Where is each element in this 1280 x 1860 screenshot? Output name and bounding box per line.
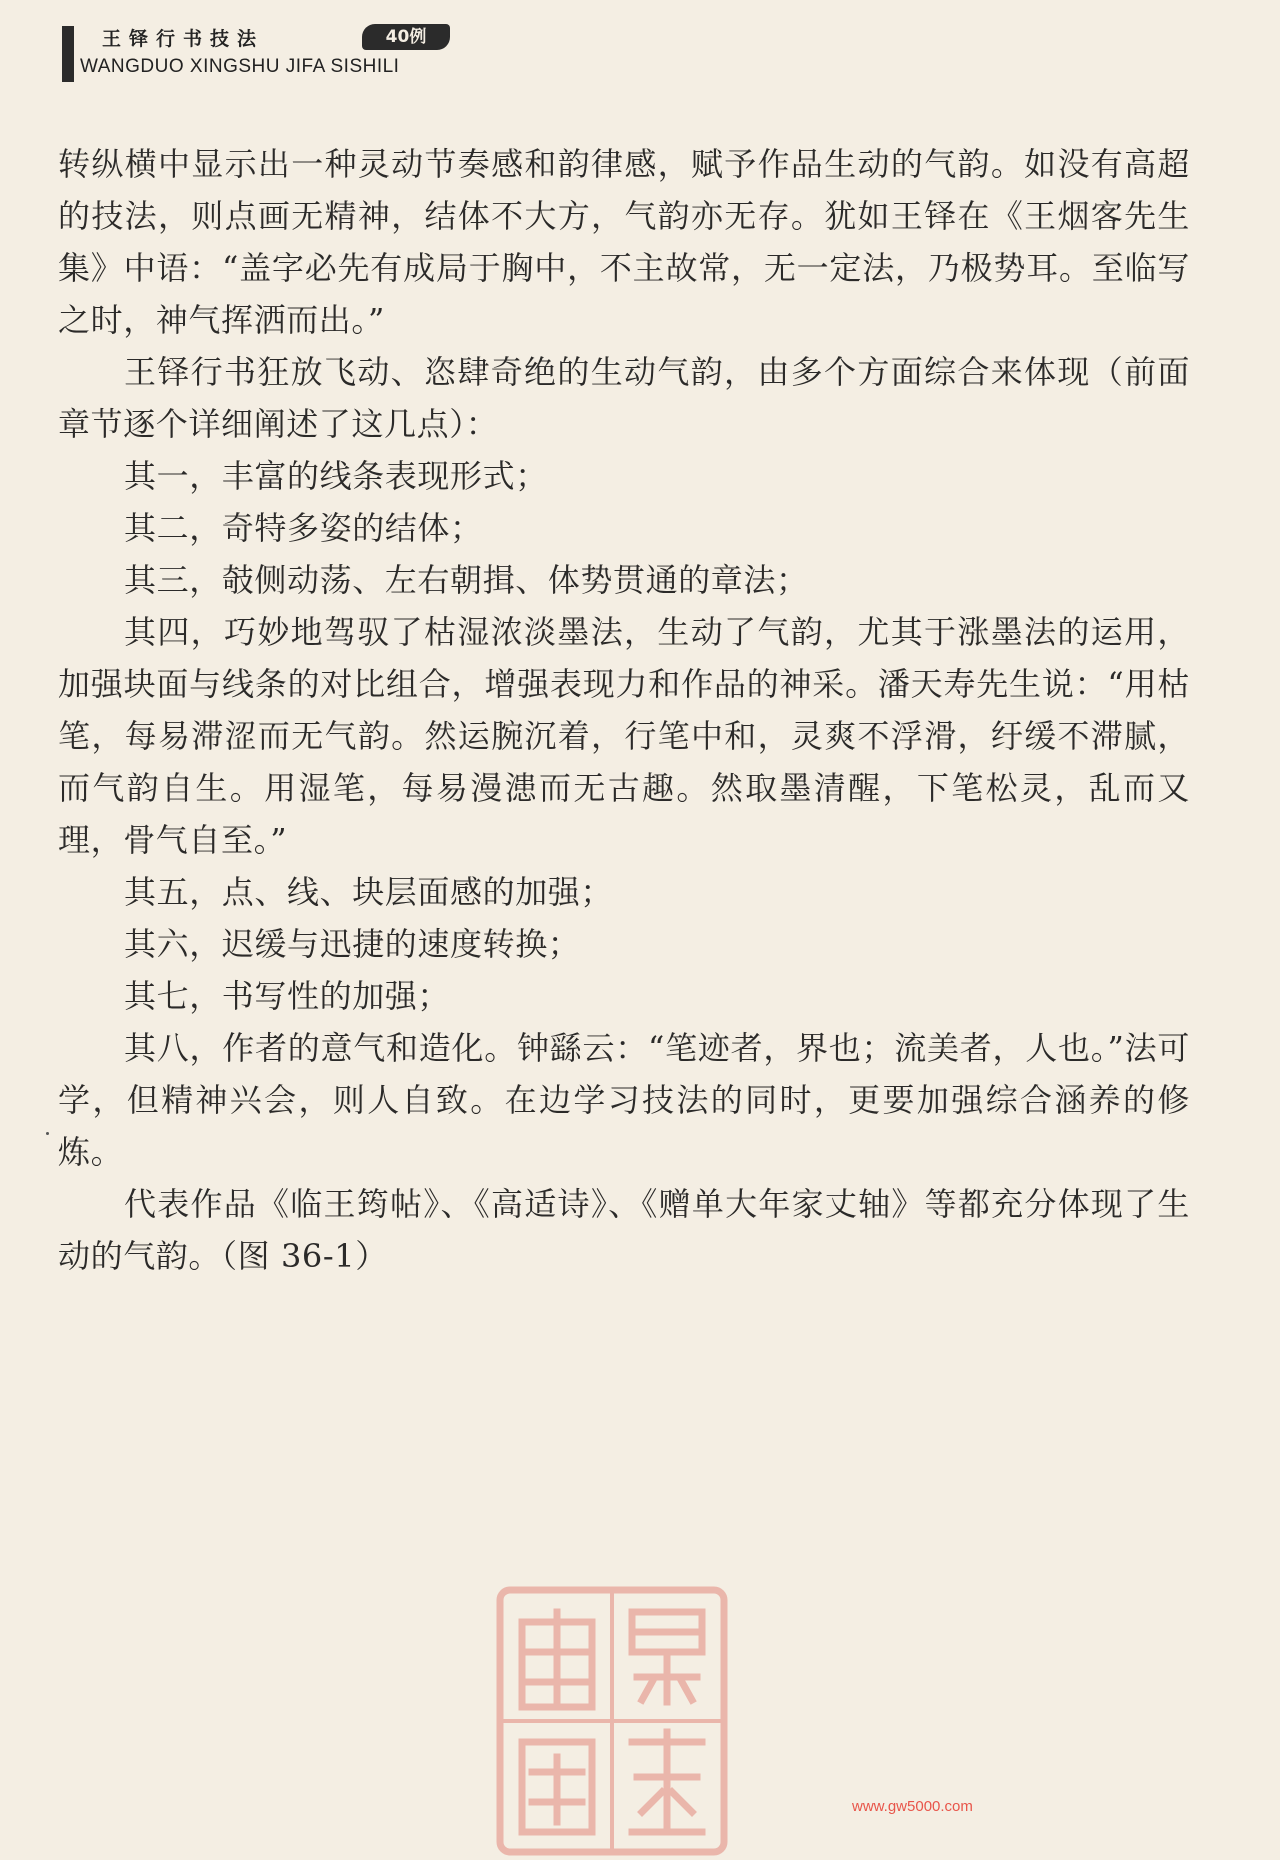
header-title-en: WANGDUO XINGSHU JIFA SISHILI — [80, 56, 400, 77]
list-item-5: 其五，点、线、块层面感的加强； — [124, 873, 614, 911]
list-item-2: 其二，奇特多姿的结体； — [124, 509, 483, 547]
paragraph-2: 王铎行书狂放飞动、恣肆奇绝的生动气韵，由多个方面综合来体现（前面章节逐个详细阐述了这几点）： — [58, 353, 1190, 443]
running-header — [62, 24, 482, 84]
list-item-4: 其四，巧妙地驾驭了枯湿浓淡墨法，生动了气韵，尤其于涨墨法的运用，加强块面与线条的对比组合，增强表现力和作品的神采。潘天寿先生说：“用枯笔，每易滞涩而无气韵。然运腕沉着，行笔中和，灵爽不浮滑，纡缓不滞腻，而气韵自生。用湿笔，每易漫漶而无古趣。然取墨清醒，下笔松灵，乱而又理，骨气自至。” — [58, 613, 1190, 859]
list-item-3: 其三，攲侧动荡、左右朝揖、体势贯通的章法； — [124, 561, 809, 599]
header-badge: 40例 — [362, 24, 450, 50]
seal-stamp-icon — [492, 1582, 732, 1860]
header-bar — [62, 26, 74, 82]
paragraph-1: 转纵横中显示出一种灵动节奏感和韵律感，赋予作品生动的气韵。如没有高超的技法，则点画无精神，结体不大方，气韵亦无存。犹如王铎在《王烟客先生集》中语：“盖字必先有成局于胸中，不主故常，无一定法，乃极势耳。至临写之时，神气挥洒而出。” — [58, 145, 1190, 339]
header-title-cn: 王铎行书技法 — [102, 28, 265, 50]
list-item-1: 其一，丰富的线条表现形式； — [124, 457, 548, 495]
body-text — [58, 138, 1190, 1282]
watermark-text: www.gw5000.com — [852, 1798, 973, 1815]
print-speck — [46, 1132, 49, 1135]
list-item-7: 其七，书写性的加强； — [124, 977, 451, 1015]
paragraph-closing: 代表作品《临王筠帖》、《高适诗》、《赠单大年家丈轴》等都充分体现了生动的气韵。（图 36-1） — [58, 1185, 1190, 1275]
list-item-6: 其六，迟缓与迅捷的速度转换； — [124, 925, 581, 963]
list-item-8: 其八，作者的意气和造化。钟繇云：“笔迹者，界也；流美者，人也。”法可学，但精神兴会，则人自致。在边学习技法的同时，更要加强综合涵养的修炼。 — [58, 1029, 1190, 1171]
